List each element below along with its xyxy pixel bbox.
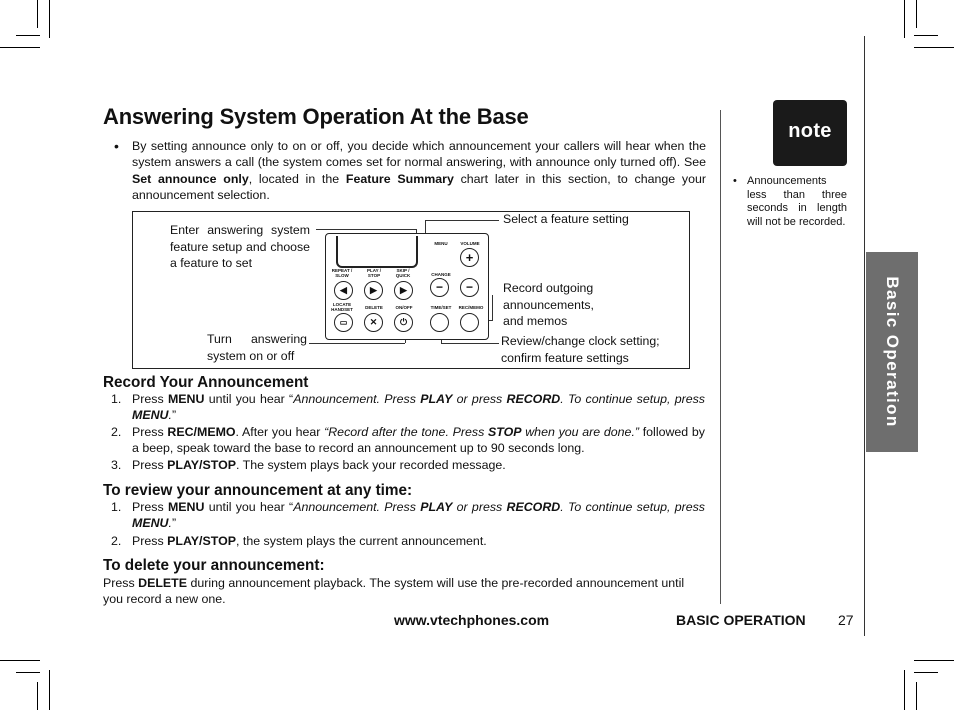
label-enter-setup: Enter answering system feature setup and choose a feature to set (170, 223, 310, 270)
crop-mark (914, 660, 954, 661)
step-number: 1. (111, 500, 122, 514)
section-heading-review: To review your announcement at any time: (103, 482, 413, 499)
step-italic: . To continue setup, press (560, 500, 705, 514)
step-text: ” (171, 408, 177, 423)
crop-mark (0, 660, 40, 661)
time-set-button[interactable] (430, 313, 449, 332)
intro-text: , located in the (248, 171, 346, 186)
play-stop-button[interactable]: ▶ (364, 281, 383, 300)
list-item (111, 457, 705, 473)
step-italic: or press (452, 500, 507, 514)
crop-mark (37, 682, 38, 710)
base-keypad (325, 233, 489, 340)
intro-bold: Feature Summary (345, 171, 454, 186)
column-divider (720, 110, 721, 604)
step-italic: Announcement. Press (293, 500, 421, 514)
step-bold: REC/MEMO (167, 424, 236, 439)
list-item (111, 424, 705, 457)
step-text: Press (132, 457, 168, 472)
step-text: until you hear “ (204, 392, 294, 406)
step-italic: “Record after the tone. Press (324, 424, 488, 439)
step-bold-italic: MENU (132, 408, 169, 423)
locate-handset-button[interactable]: ▭ (334, 313, 353, 332)
intro-bold: Set announce only (132, 171, 249, 186)
delete-button[interactable]: ✕ (364, 313, 383, 332)
repeat-button[interactable]: ◀ (334, 281, 353, 300)
label-record: Record outgoing announcements, and memos (503, 281, 594, 328)
delete-text: Press (103, 576, 139, 590)
step-text: Press (132, 392, 168, 406)
btn-label-recmemo: REC/MEMO (458, 305, 484, 310)
btn-label-onoff: ON/OFF (395, 305, 413, 310)
btn-label-skip: SKIP / QUICK (395, 268, 411, 278)
crop-mark (37, 0, 38, 28)
step-italic: when you are done.” (521, 424, 640, 439)
bullet-dot: • (114, 138, 119, 154)
step-number: 3. (111, 457, 122, 472)
intro-text: By setting announce only to on or off, you decide which announcement your callers will hear when the system answers a call (the system comes set for normal answering, with announce only turned off). See (132, 139, 706, 170)
list-item (111, 391, 705, 424)
crop-mark (49, 670, 50, 710)
power-button[interactable]: ⏻ (394, 313, 413, 332)
label-review-clock: Review/change clock setting; confirm feature settings (501, 334, 660, 365)
crop-mark (914, 672, 938, 673)
delete-text: during announcement playback. The system will use the pre-recorded announcement until you record a new one. (103, 576, 685, 607)
btn-label-play: PLAY / STOP (366, 268, 381, 278)
crop-mark (49, 0, 50, 38)
label-turn-onoff: Turn answering system on or off (207, 332, 307, 363)
step-text: until you hear “ (204, 500, 294, 514)
section-heading-delete: To delete your announcement: (103, 557, 325, 574)
step-italic: . (168, 516, 172, 531)
step-number: 2. (111, 424, 122, 439)
leader-line (492, 295, 493, 321)
btn-label-locate: LOCATE HANDSET (331, 302, 353, 312)
volume-up-button[interactable]: + (460, 248, 479, 267)
step-italic: or press (452, 392, 507, 406)
delete-bold: DELETE (138, 576, 188, 590)
btn-label-change: CHANGE (431, 272, 451, 277)
step-text: . The system plays back your recorded message. (236, 457, 506, 472)
step-bold: MENU (167, 392, 205, 406)
skip-button[interactable]: ▶ (394, 281, 413, 300)
page-title: Answering System Operation At the Base (103, 104, 529, 129)
step-italic: . (168, 408, 172, 423)
step-number: 2. (111, 533, 122, 548)
leader-line (309, 343, 405, 344)
label-select-setting: Select a feature setting (503, 212, 629, 226)
volume-down-button[interactable]: − (460, 278, 479, 297)
bullet-dot: • (733, 175, 737, 187)
step-italic: Announcement. Press (293, 392, 421, 406)
note-body: Announcements less than three seconds in length will not be recorded. (747, 175, 847, 228)
crop-mark (916, 0, 917, 28)
btn-label-repeat: REPEAT / SLOW (331, 268, 353, 278)
footer-section: BASIC OPERATION (676, 612, 806, 628)
note-badge (773, 100, 847, 166)
review-steps (111, 499, 705, 549)
page-edge-rule (864, 36, 865, 636)
list-item (111, 499, 705, 532)
step-text: Press (132, 500, 168, 514)
intro-paragraph (114, 138, 706, 203)
step-bold-italic: MENU (132, 516, 169, 531)
page-number: 27 (838, 612, 854, 628)
crop-mark (16, 35, 40, 36)
step-italic: . To continue setup, press (560, 392, 705, 406)
btn-label-menu: MENU (434, 241, 448, 246)
btn-label-delete: DELETE (365, 305, 383, 310)
crop-mark (904, 670, 905, 710)
step-bold-italic: STOP (488, 424, 522, 439)
list-item (111, 533, 705, 549)
step-text: . After you hear (235, 424, 325, 439)
note-badge-label: note (788, 120, 832, 142)
footer-url: www.vtechphones.com (394, 612, 550, 628)
crop-mark (16, 672, 40, 673)
crop-mark (0, 47, 40, 48)
step-text: ” (171, 516, 177, 531)
leader-line (316, 229, 416, 230)
step-bold: PLAY/STOP (167, 457, 236, 472)
crop-mark (914, 35, 938, 36)
step-bold: MENU (167, 500, 205, 514)
crop-mark (916, 682, 917, 710)
step-text: Press (132, 533, 168, 548)
crop-mark (914, 47, 954, 48)
step-bold-italic: RECORD (506, 392, 561, 406)
btn-label-timeset: TIME/SET (430, 305, 452, 310)
step-text: followed by a beep, speak toward the base to record an announcement up to 90 seconds long. (132, 424, 705, 456)
display-screen (336, 236, 418, 268)
note-text (733, 175, 847, 229)
step-bold-italic: PLAY (420, 500, 453, 514)
crop-mark (904, 0, 905, 38)
section-heading-record: Record Your Announcement (103, 374, 309, 391)
rec-memo-button[interactable] (460, 313, 479, 332)
delete-paragraph (103, 575, 706, 608)
btn-label-volume: VOLUME (460, 241, 480, 246)
step-bold: PLAY/STOP (167, 533, 236, 548)
step-text: Press (132, 424, 168, 439)
step-text: , the system plays the current announcement. (236, 533, 487, 548)
step-bold-italic: RECORD (506, 500, 561, 514)
section-tab-label: Basic Operation (883, 276, 902, 428)
leader-line (425, 220, 499, 221)
section-tab (866, 252, 918, 452)
step-bold-italic: PLAY (420, 392, 453, 406)
change-button[interactable]: − (430, 278, 449, 297)
intro-text: chart later in this section, to change your announcement selection. (132, 171, 707, 202)
step-number: 1. (111, 392, 122, 406)
record-steps (111, 391, 705, 473)
leader-line (441, 343, 499, 344)
